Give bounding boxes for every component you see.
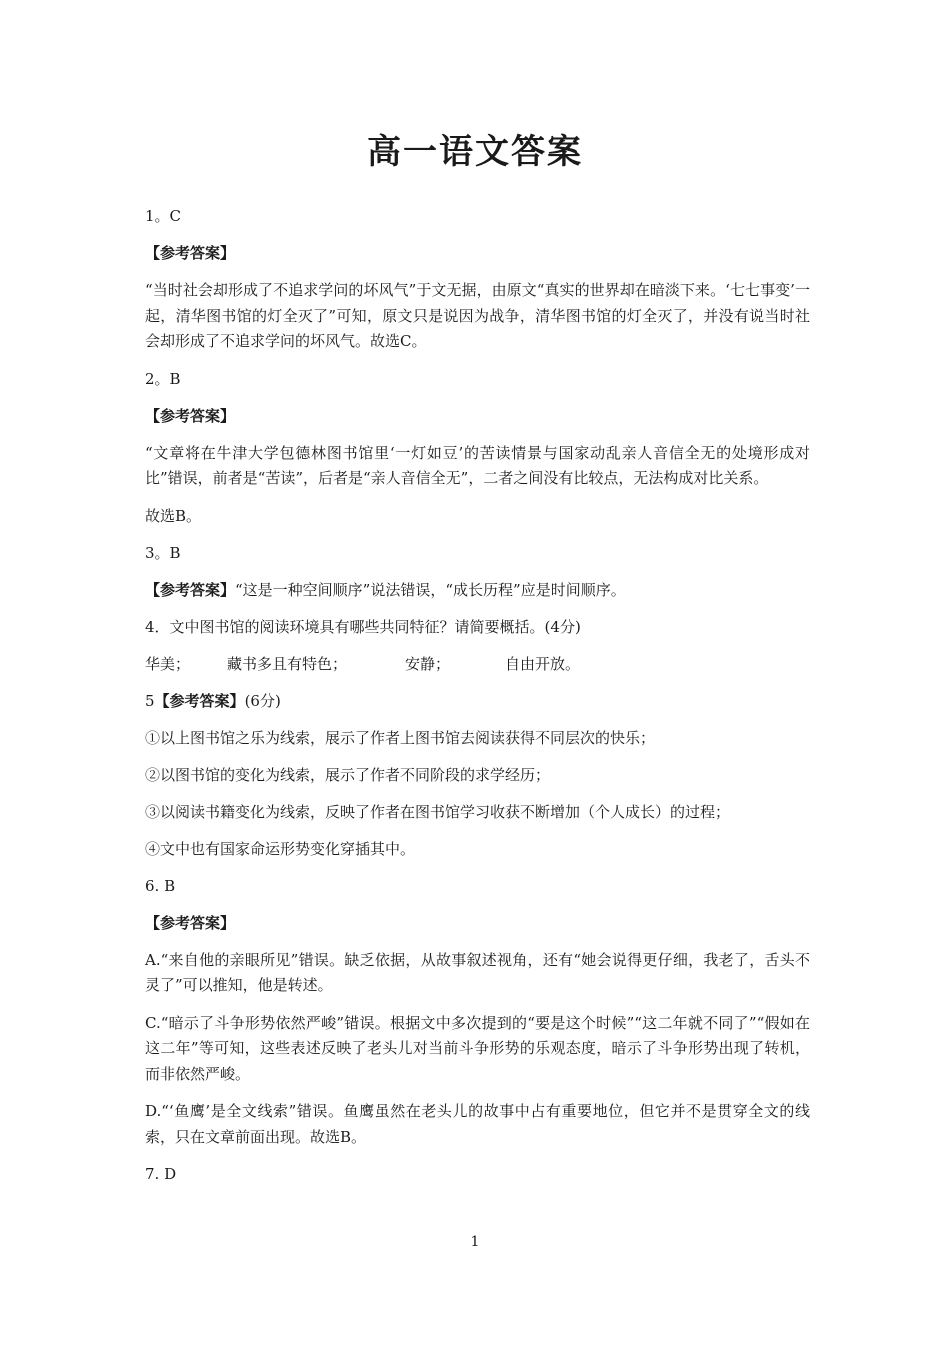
q6-ref-label: 【参考答案】 — [145, 913, 236, 932]
q5-point: ①以上图书馆之乐为线索，展示了作者上图书馆去阅读获得不同层次的快乐； — [145, 728, 656, 747]
q5-ref-label: 【参考答案】 — [154, 691, 245, 710]
q6-option-a: A.“来自他的亲眼所见”错误。缺乏依据，从故事叙述视角，还有“她会说得更仔细，我老了，舌头不灵了”可以推知，他是转述。 — [145, 950, 810, 994]
q4-feature: 自由开放。 — [505, 654, 581, 673]
q6-answer: 6. B — [145, 876, 176, 895]
answer-content — [145, 204, 810, 1199]
q5-point: ③以阅读书籍变化为线索，反映了作者在图书馆学习收获不断增加（个人成长）的过程； — [145, 802, 731, 821]
q3-answer: 3。B — [145, 543, 181, 562]
q2-ref-label: 【参考答案】 — [145, 406, 236, 425]
q2-conclusion: 故选B。 — [145, 506, 202, 525]
q4-feature: 藏书多且有特色； — [227, 654, 348, 673]
q4-feature: 安静； — [405, 654, 451, 673]
q5-header — [145, 689, 810, 714]
q7-answer: 7. D — [145, 1165, 177, 1183]
q6-option-d: D.“‘鱼鹰’是全文线索”错误。鱼鹰虽然在老头儿的故事中占有重要地位，但它并不是贯穿全文的线索，只在文章前面出现。故选B。 — [145, 1102, 810, 1146]
q1-answer: 1。C — [145, 207, 182, 225]
page-title: 高一语文答案 — [367, 132, 583, 172]
q5-score: (6分) — [244, 691, 281, 710]
q4-feature: 华美； — [145, 654, 191, 673]
q3-ref-line — [145, 578, 810, 603]
q5-number: 5 — [145, 691, 155, 710]
q4-question: 4．文中图书馆的阅读环境具有哪些共同特征？请简要概括。(4分) — [145, 617, 581, 636]
q1-explanation: “当时社会却形成了不追求学问的坏风气”于文无据，由原文“真实的世界却在暗淡下来。‘七七事变’一起，清华图书馆的灯全灭了”可知，原文只是说因为战争，清华图书馆的灯全灭了，并没有说当时社会却形成了不追求学问的坏风气。故选C。 — [145, 281, 810, 350]
q3-ref-label: 【参考答案】 — [145, 580, 236, 599]
q2-explanation: “文章将在牛津大学包德林图书馆里‘一灯如豆’的苦读情景与国家动乱亲人音信全无的处境形成对比”错误，前者是“苦读”，后者是“亲人音信全无”，二者之间没有比较点，无法构成对比关系。 — [145, 443, 810, 487]
q6-option-c: C.“暗示了斗争形势依然严峻”错误。根据文中多次提到的“要是这个时候”“这二年就不同了”“假如在这二年”等可知，这些表述反映了老头儿对当前斗争形势的乐观态度，暗示了斗争形势出现了转机，而非依然严峻。 — [145, 1013, 810, 1083]
q1-ref-label: 【参考答案】 — [145, 244, 236, 262]
q2-answer: 2。B — [145, 369, 181, 388]
q5-point: ②以图书馆的变化为线索，展示了作者不同阶段的求学经历； — [145, 765, 551, 784]
q5-point: ④文中也有国家命运形势变化穿插其中。 — [145, 839, 416, 858]
q4-features — [145, 652, 810, 677]
page-number: 1 — [470, 1234, 480, 1250]
q3-explanation: “这是一种空间顺序”说法错误，“成长历程”应是时间顺序。 — [235, 580, 626, 599]
